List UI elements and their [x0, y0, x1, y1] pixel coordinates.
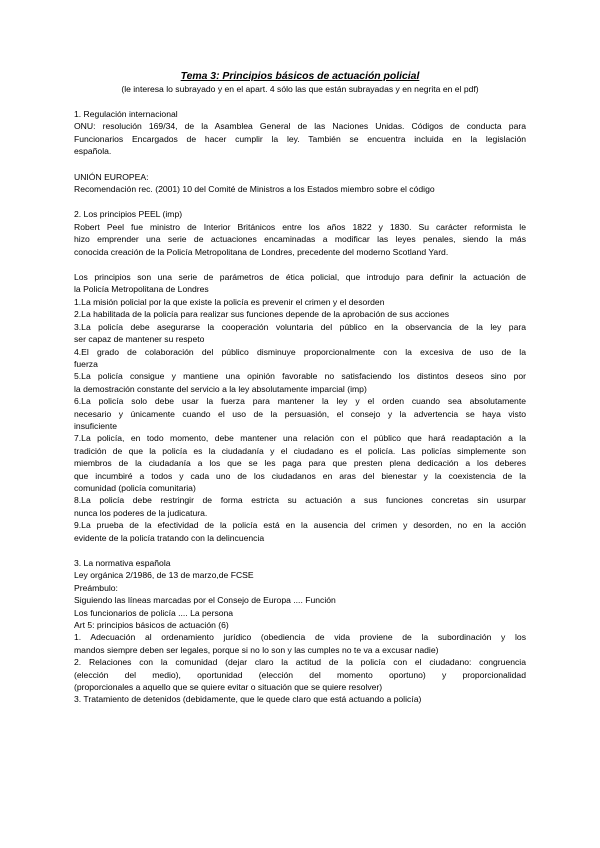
principle-item — [74, 296, 526, 308]
text-line: mandos siempre deben ser legales, porque si no lo son y las cumples no te va a excusar nadie) — [74, 644, 439, 655]
text-line: hizo emprender una serie de actuaciones encaminadas a modificar las leyes penales, siendo la más — [74, 234, 526, 245]
text-line: (elección del medio), oportunidad (elección del momento oportuno) y proporcionalidad — [74, 669, 526, 680]
principle-item — [74, 370, 526, 395]
section-heading: 1. Regulación internacional — [74, 109, 178, 119]
section-peel — [74, 208, 526, 544]
law-item — [74, 569, 526, 581]
text-line: Ley orgánica 2/1986, de 13 de marzo,de FCSE — [74, 570, 254, 581]
law-item — [74, 594, 526, 606]
law-item — [74, 557, 526, 569]
law-item — [74, 631, 526, 656]
text-line: insuficiente — [74, 420, 117, 431]
law-item — [74, 619, 526, 631]
text-line: que incumbiré a todos y cada uno de los ciudadanos en aras del bienestar y la coexistencia de la — [74, 470, 526, 481]
principle-item — [74, 519, 526, 544]
text-line: Art 5: principios básicos de actuación (6) — [74, 620, 229, 631]
text-line: 3.La policía debe asegurarse la cooperación voluntaria del público en la observancia de la ley para — [74, 321, 526, 332]
text-line: 8.La policía debe restringir de forma estricta su actuación a sus funciones concretas sin usurpar — [74, 495, 526, 506]
text-line: conocida creación de la Policía Metropolitana de Londres, precedente del moderno Scotland Yard. — [74, 246, 449, 257]
principle-item — [74, 346, 526, 371]
law-item — [74, 656, 526, 693]
onu-paragraph — [74, 120, 526, 157]
principle-item — [74, 321, 526, 346]
text-line: necesario y únicamente cuando el uso de la persuasión, el consejo y la advertencia se haya visto — [74, 408, 526, 419]
peel-intro — [74, 221, 526, 258]
text-line: 7.La policía, en todo momento, debe mantener una relación con el público que hará readaptación a la — [74, 433, 526, 444]
text-line: 5.La policía consigue y mantiene una opinión favorable no satisfaciendo los distintos deseos sino por — [74, 371, 526, 382]
text-line: 2. Relaciones con la comunidad (dejar claro la actitud de la policía con el ciudadano: congruencia — [74, 657, 526, 668]
text-line: (proporcionales a aquello que se quiere evitar o situación que se quiere resolver) — [74, 682, 383, 693]
law-item — [74, 582, 526, 594]
text-line: la demostración constante del servicio a la ley absolutamente imparcial (imp) — [74, 383, 367, 394]
text-line: 3. Tratamiento de detenidos (debidamente, que le quede claro que está actuando a policía) — [74, 694, 422, 705]
text-line: 1.La misión policial por la que existe la policía es prevenir el crimen y el desorden — [74, 296, 385, 307]
text-line: miembros de la ciudadanía a los que se les paga para que presten plena dedicación a los deberes — [74, 458, 526, 469]
text-line: comunidad (policía comunitaria) — [74, 482, 196, 493]
text-line: española. — [74, 146, 112, 157]
section-spanish-law — [74, 557, 526, 706]
text-line: la Policía Metropolitana de Londres — [74, 284, 209, 295]
text-line: fuerza — [74, 358, 98, 369]
document-title: Tema 3: Principios básicos de actuación policial — [180, 71, 420, 82]
text-line: Robert Peel fue ministro de Interior Británicos entre los años 1822 y 1830. Su carácter reformista le — [74, 221, 526, 232]
text-line: Los funcionarios de policía .... La persona — [74, 607, 234, 618]
peel-principles-list — [74, 296, 526, 544]
principle-item — [74, 308, 526, 320]
text-line: 9.La prueba de la efectividad de la policía está en la ausencia del crimen y desorden, no en la acción — [74, 520, 526, 531]
text-line: Preámbulo: — [74, 582, 118, 593]
ue-text: Recomendación rec. (2001) 10 del Comité de Ministros a los Estados miembro sobre el código — [74, 184, 435, 195]
text-line: Funcionarios Encargados de hacer cumplir la ley. También se encuentra incluida en la legislación — [74, 133, 526, 144]
text-line: 6.La policía solo debe usar la fuerza para mantener la ley y el orden cuando sea absolutamente — [74, 396, 526, 407]
document-subtitle: (le interesa lo subrayado y en el apart. 4 sólo las que están subrayadas y en negrita en el pdf) — [121, 84, 479, 94]
text-line: 2.La habilitada de la policía para realizar sus funciones depende de la aprobación de sus acciones — [74, 309, 450, 320]
text-line: 4.El grado de colaboración del público disminuye proporcionalmente con la excesiva de uso de la — [74, 346, 526, 357]
text-line: ser capaz de mantener su respeto — [74, 334, 205, 345]
peel-list-intro — [74, 271, 526, 296]
principle-item — [74, 395, 526, 432]
text-line: 1. Adecuación al ordenamiento jurídico (obediencia de vida proviene de la subordinación y los — [74, 632, 526, 643]
document-page — [74, 70, 526, 706]
text-line: Siguiendo las líneas marcadas por el Consejo de Europa .... Función — [74, 595, 336, 606]
law-item — [74, 693, 526, 705]
text-line: ONU: resolución 169/34, de la Asamblea General de las Naciones Unidas. Códigos de conducta para — [74, 121, 526, 132]
text-line: nunca los poderes de la judicatura. — [74, 507, 208, 518]
text-line: Los principios son una serie de parámetros de ética policial, que introdujo para definir la actuación de — [74, 272, 526, 283]
law-item — [74, 607, 526, 619]
section-international — [74, 108, 526, 195]
principle-item — [74, 494, 526, 519]
principle-item — [74, 432, 526, 494]
text-line: evidente de la policía tratando con la delincuencia — [74, 532, 265, 543]
text-line: 3. La normativa española — [74, 558, 171, 568]
section-heading: 2. Los principios PEEL (imp) — [74, 209, 183, 220]
ue-heading: UNIÓN EUROPEA: — [74, 171, 149, 182]
text-line: tradición de que la policía es la ciudadanía y el ciudadano es el policía. Las policías simplemente son — [74, 445, 526, 456]
